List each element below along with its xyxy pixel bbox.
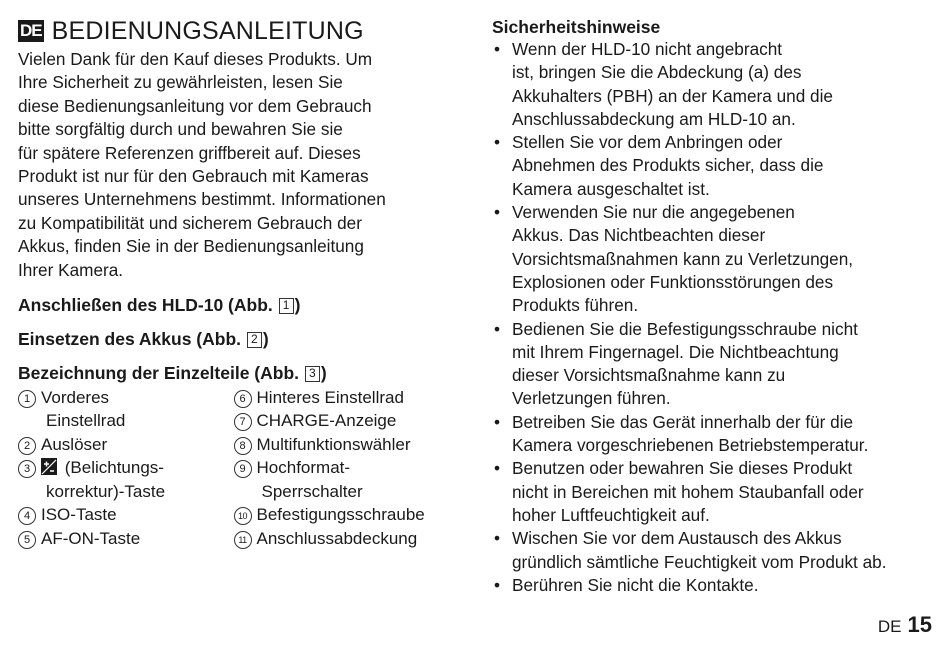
part-label: CHARGE-Anzeige <box>256 411 397 431</box>
bullet-line: gründlich sämtliche Feuchtigkeit vom Produkt ab. <box>512 551 887 572</box>
intro-line: bitte sorgfältig durch und bewahren Sie sie <box>18 119 343 140</box>
bullet-dot: • <box>494 574 501 595</box>
part-label-cont: Sperrschalter <box>261 481 363 501</box>
parts-list <box>18 386 463 550</box>
part-number: 9 <box>234 460 252 478</box>
exposure-compensation-icon <box>41 458 57 474</box>
language-badge: DE <box>20 21 42 40</box>
heading-parts <box>18 362 463 384</box>
page-number: 15 <box>907 612 932 637</box>
bullet-dot: • <box>494 39 501 59</box>
bullet-dot: • <box>494 318 501 339</box>
intro-line: diese Bedienungsanleitung vor dem Gebrauch <box>18 95 372 116</box>
part-label-cont: korrektur)-Taste <box>46 481 166 501</box>
heading-insert-battery <box>18 328 463 350</box>
part-number: 11 <box>234 531 252 549</box>
bullet-dot: • <box>494 528 501 549</box>
part-label: Anschlussabdeckung <box>256 528 418 548</box>
list-item <box>492 457 937 527</box>
intro-line: Produkt ist nur für den Gebrauch mit Kameras <box>18 166 369 187</box>
part-item <box>18 433 234 456</box>
part-number: 1 <box>18 390 36 408</box>
heading-parts-label: Bezeichnung der Einzelteile (Abb. <box>18 363 304 384</box>
intro-line: Ihrer Kamera. <box>18 259 124 280</box>
part-number: 3 <box>18 460 36 478</box>
intro-line: Vielen Dank für den Kauf dieses Produkts. Um <box>18 49 373 69</box>
bullet-line: Akkuhalters (PBH) an der Kamera und die <box>512 85 833 106</box>
part-item <box>18 386 234 433</box>
bullet-dot: • <box>494 202 501 223</box>
right-column <box>492 16 937 597</box>
part-number: 2 <box>18 437 36 455</box>
part-label: AF-ON-Taste <box>41 528 141 548</box>
bullet-dot: • <box>494 132 501 153</box>
part-label: Befestigungsschraube <box>256 505 425 525</box>
bullet-line: Verletzungen führen. <box>512 388 671 409</box>
part-item <box>18 503 234 526</box>
intro-paragraph <box>18 48 463 282</box>
part-number: 10 <box>234 507 252 525</box>
part-number: 7 <box>234 413 252 431</box>
title-row <box>18 16 463 46</box>
bullet-line: Akkus. Das Nichtbeachten dieser <box>512 225 766 246</box>
part-item <box>234 409 463 432</box>
part-label: ISO-Taste <box>41 505 117 525</box>
list-item <box>492 38 937 131</box>
part-item <box>234 527 463 550</box>
part-item <box>18 527 234 550</box>
part-label: Hochformat- <box>256 458 351 478</box>
heading-connect-label: Anschließen des HLD-10 (Abb. <box>18 295 278 316</box>
intro-line: für spätere Referenzen griffbereit auf. Dieses <box>18 142 361 163</box>
bullet-line: Produkts führen. <box>512 295 639 316</box>
page-footer <box>878 612 932 638</box>
intro-line: Ihre Sicherheit zu gewährleisten, lesen Sie <box>18 72 343 93</box>
bullet-line: Benutzen oder bewahren Sie dieses Produkt <box>512 458 853 479</box>
bullet-line: Vorsichtsmaßnahmen kann zu Verletzungen, <box>512 248 854 269</box>
part-item <box>234 386 463 409</box>
heading-close: ) <box>294 295 301 316</box>
heading-close: ) <box>320 363 327 384</box>
bullet-line: Verwenden Sie nur die angegebenen <box>512 202 795 223</box>
part-label-cont: Einstellrad <box>46 411 126 431</box>
part-item <box>18 456 234 503</box>
part-number: 4 <box>18 507 36 525</box>
bullet-line: dieser Vorsichtsmaßnahme kann zu <box>512 365 786 386</box>
heading-connect <box>18 294 463 316</box>
part-label: Multifunktionswähler <box>256 434 411 454</box>
bullet-line: Berühren Sie nicht die Kontakte. <box>512 574 759 595</box>
list-item <box>492 318 937 411</box>
bullet-line: Explosionen oder Funktionsstörungen des <box>512 271 834 292</box>
part-label: Hinteres Einstellrad <box>256 388 404 408</box>
list-item <box>492 201 937 317</box>
list-item <box>492 131 937 201</box>
part-item <box>234 503 463 526</box>
bullet-line: Wenn der HLD-10 nicht angebracht <box>512 39 783 59</box>
bullet-line: Kamera vorgeschriebenen Betriebstemperatur. <box>512 435 869 456</box>
heading-insert-label: Einsetzen des Akkus (Abb. <box>18 329 246 350</box>
bullet-line: mit Ihrem Fingernagel. Die Nichtbeachtung <box>512 341 839 362</box>
figure-number-box: 3 <box>305 366 320 382</box>
bullet-line: hoher Luftfeuchtigkeit auf. <box>512 504 710 525</box>
parts-column-left <box>18 386 234 550</box>
bullet-line: Stellen Sie vor dem Anbringen oder <box>512 132 783 153</box>
part-number: 5 <box>18 531 36 549</box>
part-item <box>234 456 463 503</box>
part-number: 8 <box>234 437 252 455</box>
part-item <box>234 433 463 456</box>
part-label: (Belichtungs- <box>64 458 164 478</box>
bullet-line: Bedienen Sie die Befestigungsschraube nicht <box>512 318 858 339</box>
left-column <box>18 16 463 550</box>
part-label: Auslöser <box>41 434 108 454</box>
bullet-dot: • <box>494 458 501 479</box>
bullet-line: Wischen Sie vor dem Austausch des Akkus <box>512 528 842 549</box>
list-item <box>492 527 937 574</box>
part-number: 6 <box>234 390 252 408</box>
bullet-dot: • <box>494 411 501 432</box>
heading-close: ) <box>262 329 269 350</box>
bullet-line: nicht in Bereichen mit hohem Staubanfall oder <box>512 481 864 502</box>
bullet-line: Kamera ausgeschaltet ist. <box>512 178 710 199</box>
list-item <box>492 411 937 458</box>
footer-language: DE <box>877 617 902 636</box>
safety-list <box>492 38 937 597</box>
bullet-line: Betreiben Sie das Gerät innerhalb der für die <box>512 411 854 432</box>
safety-heading: Sicherheitshinweise <box>492 17 661 37</box>
bullet-line: ist, bringen Sie die Abdeckung (a) des <box>512 62 802 83</box>
parts-column-right <box>234 386 463 550</box>
part-label: Vorderes <box>41 388 110 408</box>
intro-line: zu Kompatibilität und sicherem Gebrauch der <box>18 212 362 233</box>
intro-line: unseres Unternehmens bestimmt. Informationen <box>18 189 386 210</box>
intro-line: Akkus, finden Sie in der Bedienungsanleitung <box>18 236 364 257</box>
figure-number-box: 1 <box>279 298 294 314</box>
list-item <box>492 574 937 597</box>
figure-number-box: 2 <box>247 332 262 348</box>
bullet-line: Anschlussabdeckung am HLD-10 an. <box>512 108 796 129</box>
bullet-line: Abnehmen des Produkts sicher, dass die <box>512 155 824 176</box>
page-title: BEDIENUNGSANLEITUNG <box>51 16 364 45</box>
